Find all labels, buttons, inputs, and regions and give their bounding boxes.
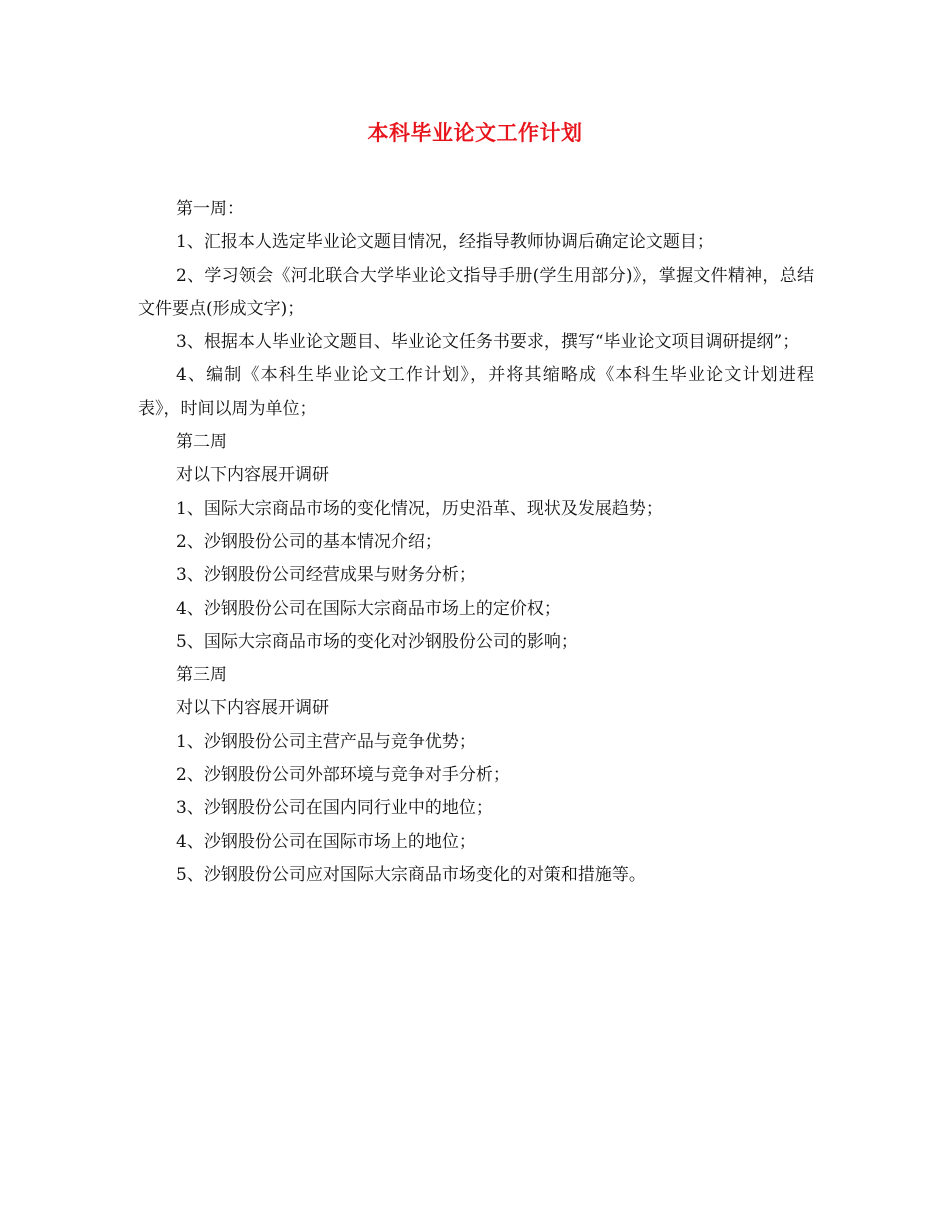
paragraph: 2、沙钢股份公司的基本情况介绍；: [176, 531, 442, 552]
week-3-heading: 第三周: [176, 665, 227, 686]
week-1-heading: 第一周：: [176, 199, 244, 219]
paragraph: 对以下内容展开调研: [176, 465, 329, 486]
paragraph: 4、编制《本科生毕业论文工作计划》，并将其缩略成《本科生毕业论文计划进程表》，时间以周为单位；: [138, 365, 814, 419]
document-title: 本科毕业论文工作计划: [367, 121, 583, 145]
paragraph: 1、国际大宗商品市场的变化情况，历史沿革、现状及发展趋势；: [176, 498, 663, 519]
paragraph: 3、根据本人毕业论文题目、毕业论文任务书要求，撰写“毕业论文项目调研提纲”；: [176, 332, 800, 353]
paragraph: 对以下内容展开调研: [176, 698, 329, 719]
document-body: [138, 193, 814, 892]
paragraph: 3、沙钢股份公司经营成果与财务分析；: [176, 565, 476, 586]
paragraph: 2、沙钢股份公司外部环境与竞争对手分析；: [176, 765, 510, 786]
paragraph: 1、沙钢股份公司主营产品与竞争优势；: [176, 731, 476, 752]
paragraph: 5、国际大宗商品市场的变化对沙钢股份公司的影响；: [176, 631, 578, 652]
paragraph: 3、沙钢股份公司在国内同行业中的地位；: [176, 798, 493, 819]
paragraph: 5、沙钢股份公司应对国际大宗商品市场变化的对策和措施等。: [176, 864, 646, 885]
paragraph: 2、学习领会《河北联合大学毕业论文指导手册(学生用部分)》，掌握文件精神，总结文件要点(形成文字)；: [138, 265, 814, 319]
week-2-heading: 第二周: [176, 432, 227, 453]
paragraph: 1、汇报本人选定毕业论文题目情况，经指导教师协调后确定论文题目；: [176, 232, 714, 253]
paragraph: 4、沙钢股份公司在国际市场上的地位；: [176, 831, 476, 852]
paragraph: 4、沙钢股份公司在国际大宗商品市场上的定价权；: [176, 598, 561, 619]
